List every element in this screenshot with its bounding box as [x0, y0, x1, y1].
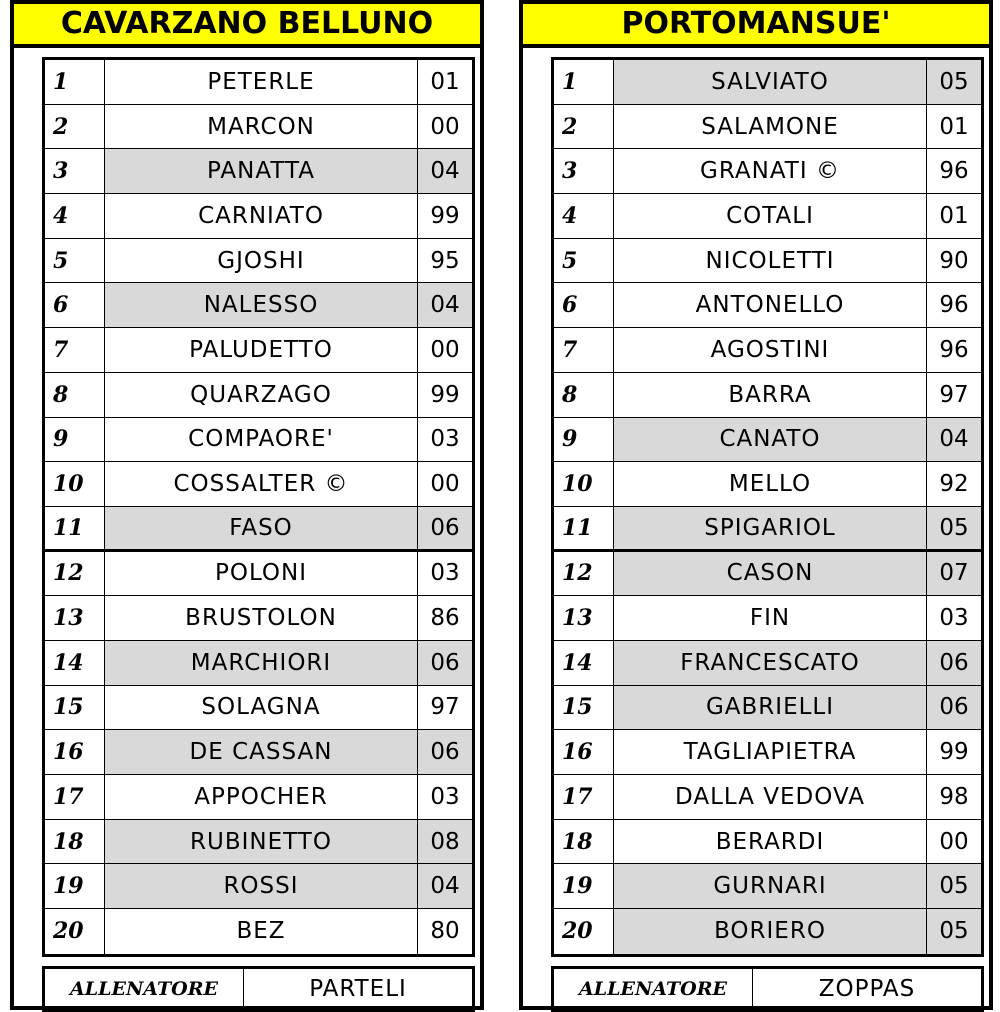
player-year: 01 — [939, 113, 969, 140]
player-number: 15 — [554, 686, 614, 730]
player-number: 8 — [45, 373, 105, 417]
player-number: 9 — [45, 418, 105, 462]
coach-row — [551, 966, 984, 1012]
player-row — [45, 418, 472, 463]
coach-label: ALLENATORE — [45, 969, 244, 1009]
player-year: 05 — [927, 507, 981, 549]
player-name: BRUSTOLON — [105, 596, 418, 640]
player-name: CANATO — [614, 418, 927, 462]
player-year: 01 — [939, 202, 969, 229]
team-title: CAVARZANO BELLUNO — [14, 4, 480, 48]
player-name: NICOLETTI — [614, 239, 927, 283]
player-row — [554, 775, 981, 820]
player-year: 04 — [418, 149, 472, 193]
player-row — [554, 507, 981, 552]
player-row — [45, 328, 472, 373]
player-name: PANATTA — [105, 149, 418, 193]
player-name: COSSALTER © — [105, 462, 418, 506]
player-row — [45, 507, 472, 552]
player-year: 00 — [430, 336, 460, 363]
player-number: 18 — [45, 820, 105, 864]
player-row — [45, 820, 472, 865]
player-number: 4 — [554, 194, 614, 238]
player-year: 03 — [430, 560, 460, 587]
player-name: ROSSI — [105, 864, 418, 908]
player-number: 14 — [554, 641, 614, 685]
player-row — [554, 60, 981, 105]
player-number: 12 — [554, 552, 614, 596]
player-row — [45, 283, 472, 328]
player-number: 13 — [554, 596, 614, 640]
player-name: PALUDETTO — [105, 328, 418, 372]
player-row — [45, 775, 472, 820]
player-year: 01 — [430, 68, 460, 95]
player-name: MARCHIORI — [105, 641, 418, 685]
player-year: 86 — [430, 605, 460, 632]
player-name: BEZ — [105, 909, 418, 954]
player-name: TAGLIAPIETRA — [614, 730, 927, 774]
player-year: 06 — [927, 641, 981, 685]
player-name: NALESSO — [105, 283, 418, 327]
player-year: 06 — [418, 730, 472, 774]
player-number: 20 — [554, 909, 614, 954]
player-row — [554, 686, 981, 731]
player-name: SOLAGNA — [105, 686, 418, 730]
player-number: 3 — [45, 149, 105, 193]
player-name: APPOCHER — [105, 775, 418, 819]
player-year: 07 — [927, 552, 981, 596]
player-name: BORIERO — [614, 909, 927, 954]
player-row — [45, 864, 472, 909]
player-year: 03 — [430, 426, 460, 453]
player-row — [554, 552, 981, 597]
player-name: POLONI — [105, 552, 418, 596]
player-name: RUBINETTO — [105, 820, 418, 864]
player-row — [554, 730, 981, 775]
player-number: 2 — [554, 105, 614, 149]
player-number: 19 — [45, 864, 105, 908]
player-name: GRANATI © — [614, 149, 927, 193]
player-row — [554, 283, 981, 328]
player-number: 1 — [45, 60, 105, 104]
coach-name: PARTELI — [309, 976, 407, 1002]
player-number: 17 — [554, 775, 614, 819]
player-row — [45, 373, 472, 418]
player-year: 08 — [418, 820, 472, 864]
player-name: FRANCESCATO — [614, 641, 927, 685]
player-name: PETERLE — [105, 60, 418, 104]
player-year: 92 — [939, 471, 969, 498]
player-row — [554, 596, 981, 641]
player-number: 10 — [554, 462, 614, 506]
player-number: 11 — [45, 507, 105, 549]
player-number: 19 — [554, 864, 614, 908]
player-year: 99 — [430, 202, 460, 229]
player-year: 99 — [939, 739, 969, 766]
player-year: 05 — [927, 60, 981, 104]
player-name: AGOSTINI — [614, 328, 927, 372]
player-number: 20 — [45, 909, 105, 954]
player-row — [45, 552, 472, 597]
player-row — [45, 462, 472, 507]
player-year: 04 — [418, 283, 472, 327]
player-number: 6 — [45, 283, 105, 327]
player-year: 90 — [939, 247, 969, 274]
player-row — [45, 596, 472, 641]
player-row — [554, 328, 981, 373]
player-year: 96 — [939, 158, 969, 185]
player-row — [554, 194, 981, 239]
player-row — [45, 239, 472, 284]
coach-row — [42, 966, 475, 1012]
player-row — [554, 105, 981, 150]
player-year: 00 — [939, 828, 969, 855]
player-row — [45, 730, 472, 775]
player-name: CASON — [614, 552, 927, 596]
player-name: CARNIATO — [105, 194, 418, 238]
player-number: 16 — [45, 730, 105, 774]
player-number: 18 — [554, 820, 614, 864]
player-row — [45, 909, 472, 954]
player-name: DALLA VEDOVA — [614, 775, 927, 819]
player-number: 3 — [554, 149, 614, 193]
player-year: 04 — [927, 418, 981, 462]
roster-table — [42, 57, 475, 957]
player-year: 00 — [430, 471, 460, 498]
player-year: 97 — [430, 694, 460, 721]
player-row — [554, 373, 981, 418]
coach-name: ZOPPAS — [818, 976, 916, 1002]
player-row — [45, 149, 472, 194]
player-row — [45, 194, 472, 239]
player-year: 05 — [927, 909, 981, 954]
player-year: 96 — [939, 292, 969, 319]
player-row — [554, 418, 981, 463]
player-number: 5 — [45, 239, 105, 283]
player-year: 98 — [939, 783, 969, 810]
team-title: PORTOMANSUE' — [523, 4, 989, 48]
player-row — [45, 686, 472, 731]
player-year: 95 — [430, 247, 460, 274]
player-name: DE CASSAN — [105, 730, 418, 774]
player-year: 04 — [418, 864, 472, 908]
player-name: GJOSHI — [105, 239, 418, 283]
player-year: 03 — [430, 783, 460, 810]
player-number: 16 — [554, 730, 614, 774]
player-name: SALVIATO — [614, 60, 927, 104]
player-name: QUARZAGO — [105, 373, 418, 417]
player-number: 14 — [45, 641, 105, 685]
player-name: SPIGARIOL — [614, 507, 927, 549]
player-row — [554, 864, 981, 909]
player-year: 05 — [927, 864, 981, 908]
player-name: ANTONELLO — [614, 283, 927, 327]
player-number: 11 — [554, 507, 614, 549]
player-name: COMPAORE' — [105, 418, 418, 462]
player-name: FIN — [614, 596, 927, 640]
player-name: BERARDI — [614, 820, 927, 864]
player-row — [45, 105, 472, 150]
player-name: MELLO — [614, 462, 927, 506]
player-row — [554, 149, 981, 194]
player-row — [554, 641, 981, 686]
player-year: 80 — [430, 918, 460, 945]
player-year: 06 — [418, 641, 472, 685]
team-panel-home — [10, 0, 484, 1010]
player-number: 9 — [554, 418, 614, 462]
player-year: 06 — [418, 507, 472, 549]
player-number: 17 — [45, 775, 105, 819]
player-year: 03 — [939, 605, 969, 632]
player-number: 10 — [45, 462, 105, 506]
player-number: 7 — [45, 328, 105, 372]
player-number: 13 — [45, 596, 105, 640]
roster-table — [551, 57, 984, 957]
player-number: 1 — [554, 60, 614, 104]
player-year: 99 — [430, 381, 460, 408]
player-number: 4 — [45, 194, 105, 238]
player-name: COTALI — [614, 194, 927, 238]
team-panel-away — [519, 0, 993, 1010]
player-year: 00 — [430, 113, 460, 140]
player-name: MARCON — [105, 105, 418, 149]
player-row — [554, 820, 981, 865]
player-year: 06 — [927, 686, 981, 730]
player-row — [45, 641, 472, 686]
player-number: 6 — [554, 283, 614, 327]
player-name: SALAMONE — [614, 105, 927, 149]
coach-label: ALLENATORE — [554, 969, 753, 1009]
player-number: 2 — [45, 105, 105, 149]
player-number: 7 — [554, 328, 614, 372]
player-row — [45, 60, 472, 105]
player-number: 5 — [554, 239, 614, 283]
player-row — [554, 239, 981, 284]
player-row — [554, 909, 981, 954]
player-name: BARRA — [614, 373, 927, 417]
player-number: 12 — [45, 552, 105, 596]
player-year: 97 — [939, 381, 969, 408]
player-name: GURNARI — [614, 864, 927, 908]
player-number: 15 — [45, 686, 105, 730]
player-name: GABRIELLI — [614, 686, 927, 730]
player-row — [554, 462, 981, 507]
player-name: FASO — [105, 507, 418, 549]
player-number: 8 — [554, 373, 614, 417]
player-year: 96 — [939, 336, 969, 363]
